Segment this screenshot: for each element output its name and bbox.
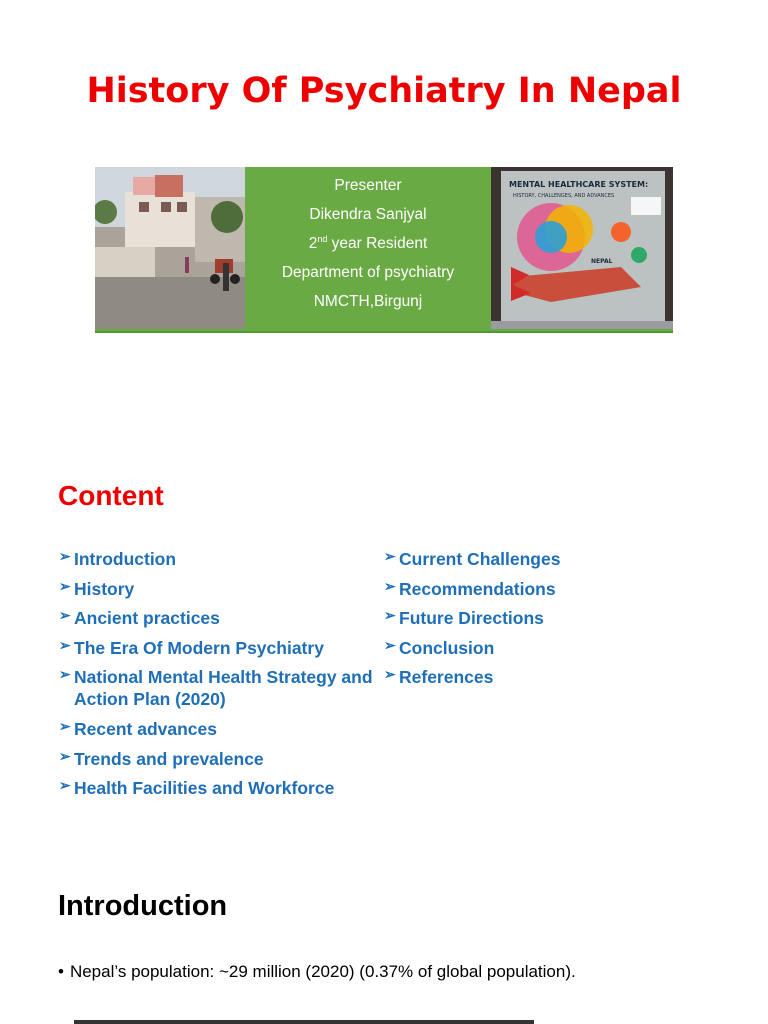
slide-title: History Of Psychiatry In Nepal [86, 71, 682, 111]
intro-bullet-text: Nepal’s population: ~29 million (2020) (0.37% of global population). [69, 962, 576, 981]
toc-item[interactable] [59, 578, 384, 600]
arrow-bullet-icon: ➢ [59, 607, 71, 624]
toc-item-label: Future Directions [399, 608, 544, 629]
toc-item[interactable] [384, 548, 684, 570]
arrow-bullet-icon: ➢ [384, 548, 396, 564]
toc-item-label: Health Facilities and Workforce [74, 778, 335, 799]
toc-item[interactable] [59, 548, 384, 570]
poster-subline: HISTORY, CHALLENGES, AND ADVANCES [513, 193, 615, 199]
toc-item[interactable] [384, 666, 684, 688]
toc-item-label: References [399, 667, 494, 688]
arrow-bullet-icon: ➢ [59, 747, 71, 764]
arrow-bullet-icon: ➢ [384, 636, 396, 653]
street-photo [95, 167, 245, 329]
toc-item-label: National Mental Health Strategy and Action Plan (2020) [74, 667, 373, 710]
presenter-institution: NMCTH,Birgunj [313, 293, 423, 310]
toc-item-label: Introduction [74, 549, 177, 569]
arrow-bullet-icon: ➢ [384, 666, 396, 683]
toc-left-column [59, 548, 384, 807]
arrow-bullet-icon: ➢ [59, 666, 71, 683]
toc-item[interactable] [384, 637, 684, 659]
presenter-banner [95, 167, 673, 333]
arrow-bullet-icon: ➢ [59, 548, 71, 564]
poster-tag: NEPAL [591, 258, 613, 265]
toc-item[interactable] [384, 607, 684, 629]
toc-item-label: Ancient practices [74, 608, 220, 629]
intro-bullet-1 [58, 962, 576, 982]
toc-item-label: History [74, 578, 135, 599]
toc-item[interactable] [59, 777, 384, 799]
toc-item[interactable] [59, 666, 384, 710]
toc-item-label: Conclusion [399, 637, 495, 658]
intro-bullet-2-cropped [58, 1016, 578, 1024]
toc-item-label: Recent advances [74, 718, 217, 739]
presenter-name: Dikendra Sanjyal [309, 206, 427, 223]
toc-item-label: The Era Of Modern Psychiatry [74, 637, 324, 658]
toc-item-label: Trends and prevalence [74, 748, 264, 769]
toc-item[interactable] [59, 748, 384, 770]
toc-right-column [384, 548, 684, 696]
poster-headline: MENTAL HEALTHCARE SYSTEM: [509, 180, 649, 189]
presenter-label: Presenter [334, 177, 402, 194]
introduction-heading: Introduction [58, 890, 228, 922]
toc-item-label: Current Challenges [399, 549, 561, 569]
arrow-bullet-icon: ➢ [59, 777, 71, 794]
laptop-poster-image [491, 167, 673, 329]
toc-item[interactable] [59, 607, 384, 629]
presenter-year: 2nd year Resident [308, 233, 428, 252]
presenter-department: Department of psychiatry [281, 264, 455, 281]
arrow-bullet-icon: ➢ [384, 607, 396, 624]
bullet-dot: • [58, 962, 64, 981]
toc-item[interactable] [59, 637, 384, 659]
arrow-bullet-icon: ➢ [59, 636, 71, 653]
presenter-info [247, 171, 489, 316]
content-heading: Content [58, 480, 164, 511]
toc-item[interactable] [384, 578, 684, 600]
arrow-bullet-icon: ➢ [59, 577, 71, 594]
arrow-bullet-icon: ➢ [384, 577, 396, 594]
arrow-bullet-icon: ➢ [59, 717, 71, 734]
toc-item[interactable] [59, 718, 384, 740]
toc-item-label: Recommendations [399, 578, 556, 599]
